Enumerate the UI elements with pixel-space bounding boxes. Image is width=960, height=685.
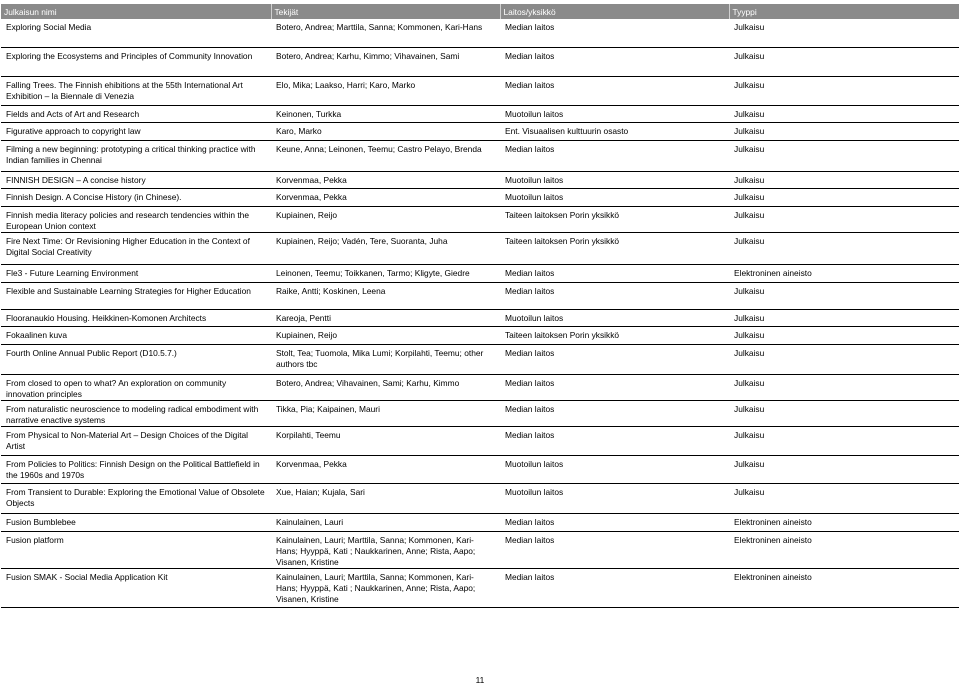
cell-authors: Stolt, Tea; Tuomola, Mika Lumi; Korpilahti, Teemu; other authors tbc <box>271 344 500 374</box>
cell-unit: Median laitos <box>500 568 729 607</box>
cell-type: Elektroninen aineisto <box>729 568 959 607</box>
table-row <box>1 568 959 607</box>
cell-type: Julkaisu <box>729 122 959 140</box>
cell-type: Julkaisu <box>729 19 959 47</box>
cell-unit: Median laitos <box>500 282 729 309</box>
table-body <box>1 19 959 607</box>
cell-title: Exploring Social Media <box>1 19 271 47</box>
column-header-title: Julkaisun nimi <box>1 4 271 19</box>
cell-title: From closed to open to what? An exploration on community innovation principles <box>1 374 271 400</box>
cell-type: Julkaisu <box>729 282 959 309</box>
table-row <box>1 531 959 568</box>
cell-type: Julkaisu <box>729 455 959 483</box>
cell-unit: Muotoilun laitos <box>500 309 729 326</box>
page-number: 11 <box>475 675 485 685</box>
cell-title: Flooranaukio Housing. Heikkinen-Komonen Architects <box>1 309 271 326</box>
cell-type: Elektroninen aineisto <box>729 264 959 282</box>
cell-authors: Kupiainen, Reijo; Vadén, Tere, Suoranta, Juha <box>271 232 500 264</box>
cell-authors: Raike, Antti; Koskinen, Leena <box>271 282 500 309</box>
cell-title: Finnish media literacy policies and research tendencies within the European Union context <box>1 206 271 232</box>
cell-unit: Median laitos <box>500 47 729 76</box>
table-header-row <box>1 4 959 19</box>
cell-title: From Transient to Durable: Exploring the Emotional Value of Obsolete Objects <box>1 483 271 513</box>
cell-type: Julkaisu <box>729 483 959 513</box>
table-row <box>1 400 959 426</box>
table-row <box>1 76 959 105</box>
cell-type: Elektroninen aineisto <box>729 513 959 531</box>
cell-authors: Karo, Marko <box>271 122 500 140</box>
table-row <box>1 426 959 455</box>
cell-type: Julkaisu <box>729 105 959 122</box>
cell-unit: Muotoilun laitos <box>500 105 729 122</box>
cell-type: Julkaisu <box>729 47 959 76</box>
cell-authors: Xue, Haian; Kujala, Sari <box>271 483 500 513</box>
cell-title: Fle3 - Future Learning Environment <box>1 264 271 282</box>
cell-title: Fusion Bumblebee <box>1 513 271 531</box>
cell-title: FINNISH DESIGN – A concise history <box>1 171 271 188</box>
column-header-unit: Laitos/yksikkö <box>500 4 729 19</box>
cell-type: Julkaisu <box>729 326 959 344</box>
cell-title: Falling Trees. The Finnish ehibitions at the 55th International Art Exhibition – la Biennale di Venezia <box>1 76 271 105</box>
cell-title: Flexible and Sustainable Learning Strategies for Higher Education <box>1 282 271 309</box>
cell-type: Julkaisu <box>729 400 959 426</box>
column-header-authors: Tekijät <box>271 4 500 19</box>
cell-type: Julkaisu <box>729 426 959 455</box>
cell-title: Exploring the Ecosystems and Principles of Community Innovation <box>1 47 271 76</box>
cell-authors: Tikka, Pia; Kaipainen, Mauri <box>271 400 500 426</box>
table-row <box>1 455 959 483</box>
cell-unit: Median laitos <box>500 531 729 568</box>
table-row <box>1 171 959 188</box>
cell-unit: Median laitos <box>500 76 729 105</box>
cell-authors: Kainulainen, Lauri; Marttila, Sanna; Kommonen, Kari-Hans; Hyyppä, Kati ; Naukkarinen, Anne; Rista, Aapo; Visanen, Kristine <box>271 568 500 607</box>
cell-type: Julkaisu <box>729 171 959 188</box>
cell-title: From naturalistic neuroscience to modeling radical embodiment with narrative enactive systems <box>1 400 271 426</box>
cell-unit: Taiteen laitoksen Porin yksikkö <box>500 206 729 232</box>
cell-type: Julkaisu <box>729 344 959 374</box>
table-row <box>1 374 959 400</box>
cell-authors: Keune, Anna; Leinonen, Teemu; Castro Pelayo, Brenda <box>271 140 500 171</box>
cell-title: Fusion platform <box>1 531 271 568</box>
cell-type: Julkaisu <box>729 206 959 232</box>
cell-title: Fire Next Time: Or Revisioning Higher Education in the Context of Digital Social Creativity <box>1 232 271 264</box>
table-row <box>1 513 959 531</box>
cell-authors: Korpilahti, Teemu <box>271 426 500 455</box>
cell-unit: Muotoilun laitos <box>500 188 729 206</box>
cell-unit: Taiteen laitoksen Porin yksikkö <box>500 326 729 344</box>
cell-authors: Botero, Andrea; Karhu, Kimmo; Vihavainen, Sami <box>271 47 500 76</box>
cell-unit: Ent. Visuaalisen kulttuurin osasto <box>500 122 729 140</box>
cell-type: Julkaisu <box>729 374 959 400</box>
cell-title: From Policies to Politics: Finnish Design on the Political Battlefield in the 1960s and 1970s <box>1 455 271 483</box>
cell-title: Figurative approach to copyright law <box>1 122 271 140</box>
cell-authors: Botero, Andrea; Vihavainen, Sami; Karhu, Kimmo <box>271 374 500 400</box>
table-row <box>1 344 959 374</box>
table-row <box>1 19 959 47</box>
cell-authors: Kupiainen, Reijo <box>271 206 500 232</box>
cell-unit: Median laitos <box>500 513 729 531</box>
cell-authors: Leinonen, Teemu; Toikkanen, Tarmo; Kligyte, Giedre <box>271 264 500 282</box>
cell-unit: Median laitos <box>500 344 729 374</box>
table-row <box>1 282 959 309</box>
table-row <box>1 105 959 122</box>
cell-unit: Muotoilun laitos <box>500 171 729 188</box>
cell-title: From Physical to Non-Material Art – Design Choices of the Digital Artist <box>1 426 271 455</box>
cell-type: Elektroninen aineisto <box>729 531 959 568</box>
cell-authors: Korvenmaa, Pekka <box>271 188 500 206</box>
cell-authors: Botero, Andrea; Marttila, Sanna; Kommonen, Kari-Hans <box>271 19 500 47</box>
cell-type: Julkaisu <box>729 232 959 264</box>
cell-unit: Median laitos <box>500 374 729 400</box>
cell-unit: Median laitos <box>500 19 729 47</box>
cell-title: Fokaalinen kuva <box>1 326 271 344</box>
cell-type: Julkaisu <box>729 76 959 105</box>
cell-unit: Taiteen laitoksen Porin yksikkö <box>500 232 729 264</box>
cell-title: Fields and Acts of Art and Research <box>1 105 271 122</box>
cell-authors: Kupiainen, Reijo <box>271 326 500 344</box>
table-row <box>1 264 959 282</box>
table-row <box>1 326 959 344</box>
table-row <box>1 188 959 206</box>
cell-authors: Korvenmaa, Pekka <box>271 455 500 483</box>
cell-unit: Median laitos <box>500 426 729 455</box>
cell-unit: Median laitos <box>500 140 729 171</box>
cell-authors: Kainulainen, Lauri; Marttila, Sanna; Kommonen, Kari-Hans; Hyyppä, Kati ; Naukkarinen, Anne; Rista, Aapo; Visanen, Kristine <box>271 531 500 568</box>
cell-title: Finnish Design. A Concise History (in Chinese). <box>1 188 271 206</box>
cell-type: Julkaisu <box>729 140 959 171</box>
cell-authors: Korvenmaa, Pekka <box>271 171 500 188</box>
table-row <box>1 140 959 171</box>
table-row <box>1 47 959 76</box>
cell-title: Fourth Online Annual Public Report (D10.5.7.) <box>1 344 271 374</box>
table-row <box>1 122 959 140</box>
cell-unit: Muotoilun laitos <box>500 483 729 513</box>
cell-title: Fusion SMAK - Social Media Application Kit <box>1 568 271 607</box>
cell-type: Julkaisu <box>729 309 959 326</box>
table-row <box>1 232 959 264</box>
table-row <box>1 206 959 232</box>
cell-authors: Kareoja, Pentti <box>271 309 500 326</box>
cell-title: Filming a new beginning: prototyping a critical thinking practice with Indian families in Chennai <box>1 140 271 171</box>
cell-authors: Kainulainen, Lauri <box>271 513 500 531</box>
cell-authors: Keinonen, Turkka <box>271 105 500 122</box>
cell-unit: Muotoilun laitos <box>500 455 729 483</box>
cell-authors: Elo, Mika; Laakso, Harri; Karo, Marko <box>271 76 500 105</box>
column-header-type: Tyyppi <box>729 4 959 19</box>
cell-unit: Median laitos <box>500 400 729 426</box>
table-row <box>1 309 959 326</box>
cell-type: Julkaisu <box>729 188 959 206</box>
publications-table <box>1 4 959 608</box>
table-row <box>1 483 959 513</box>
cell-unit: Median laitos <box>500 264 729 282</box>
